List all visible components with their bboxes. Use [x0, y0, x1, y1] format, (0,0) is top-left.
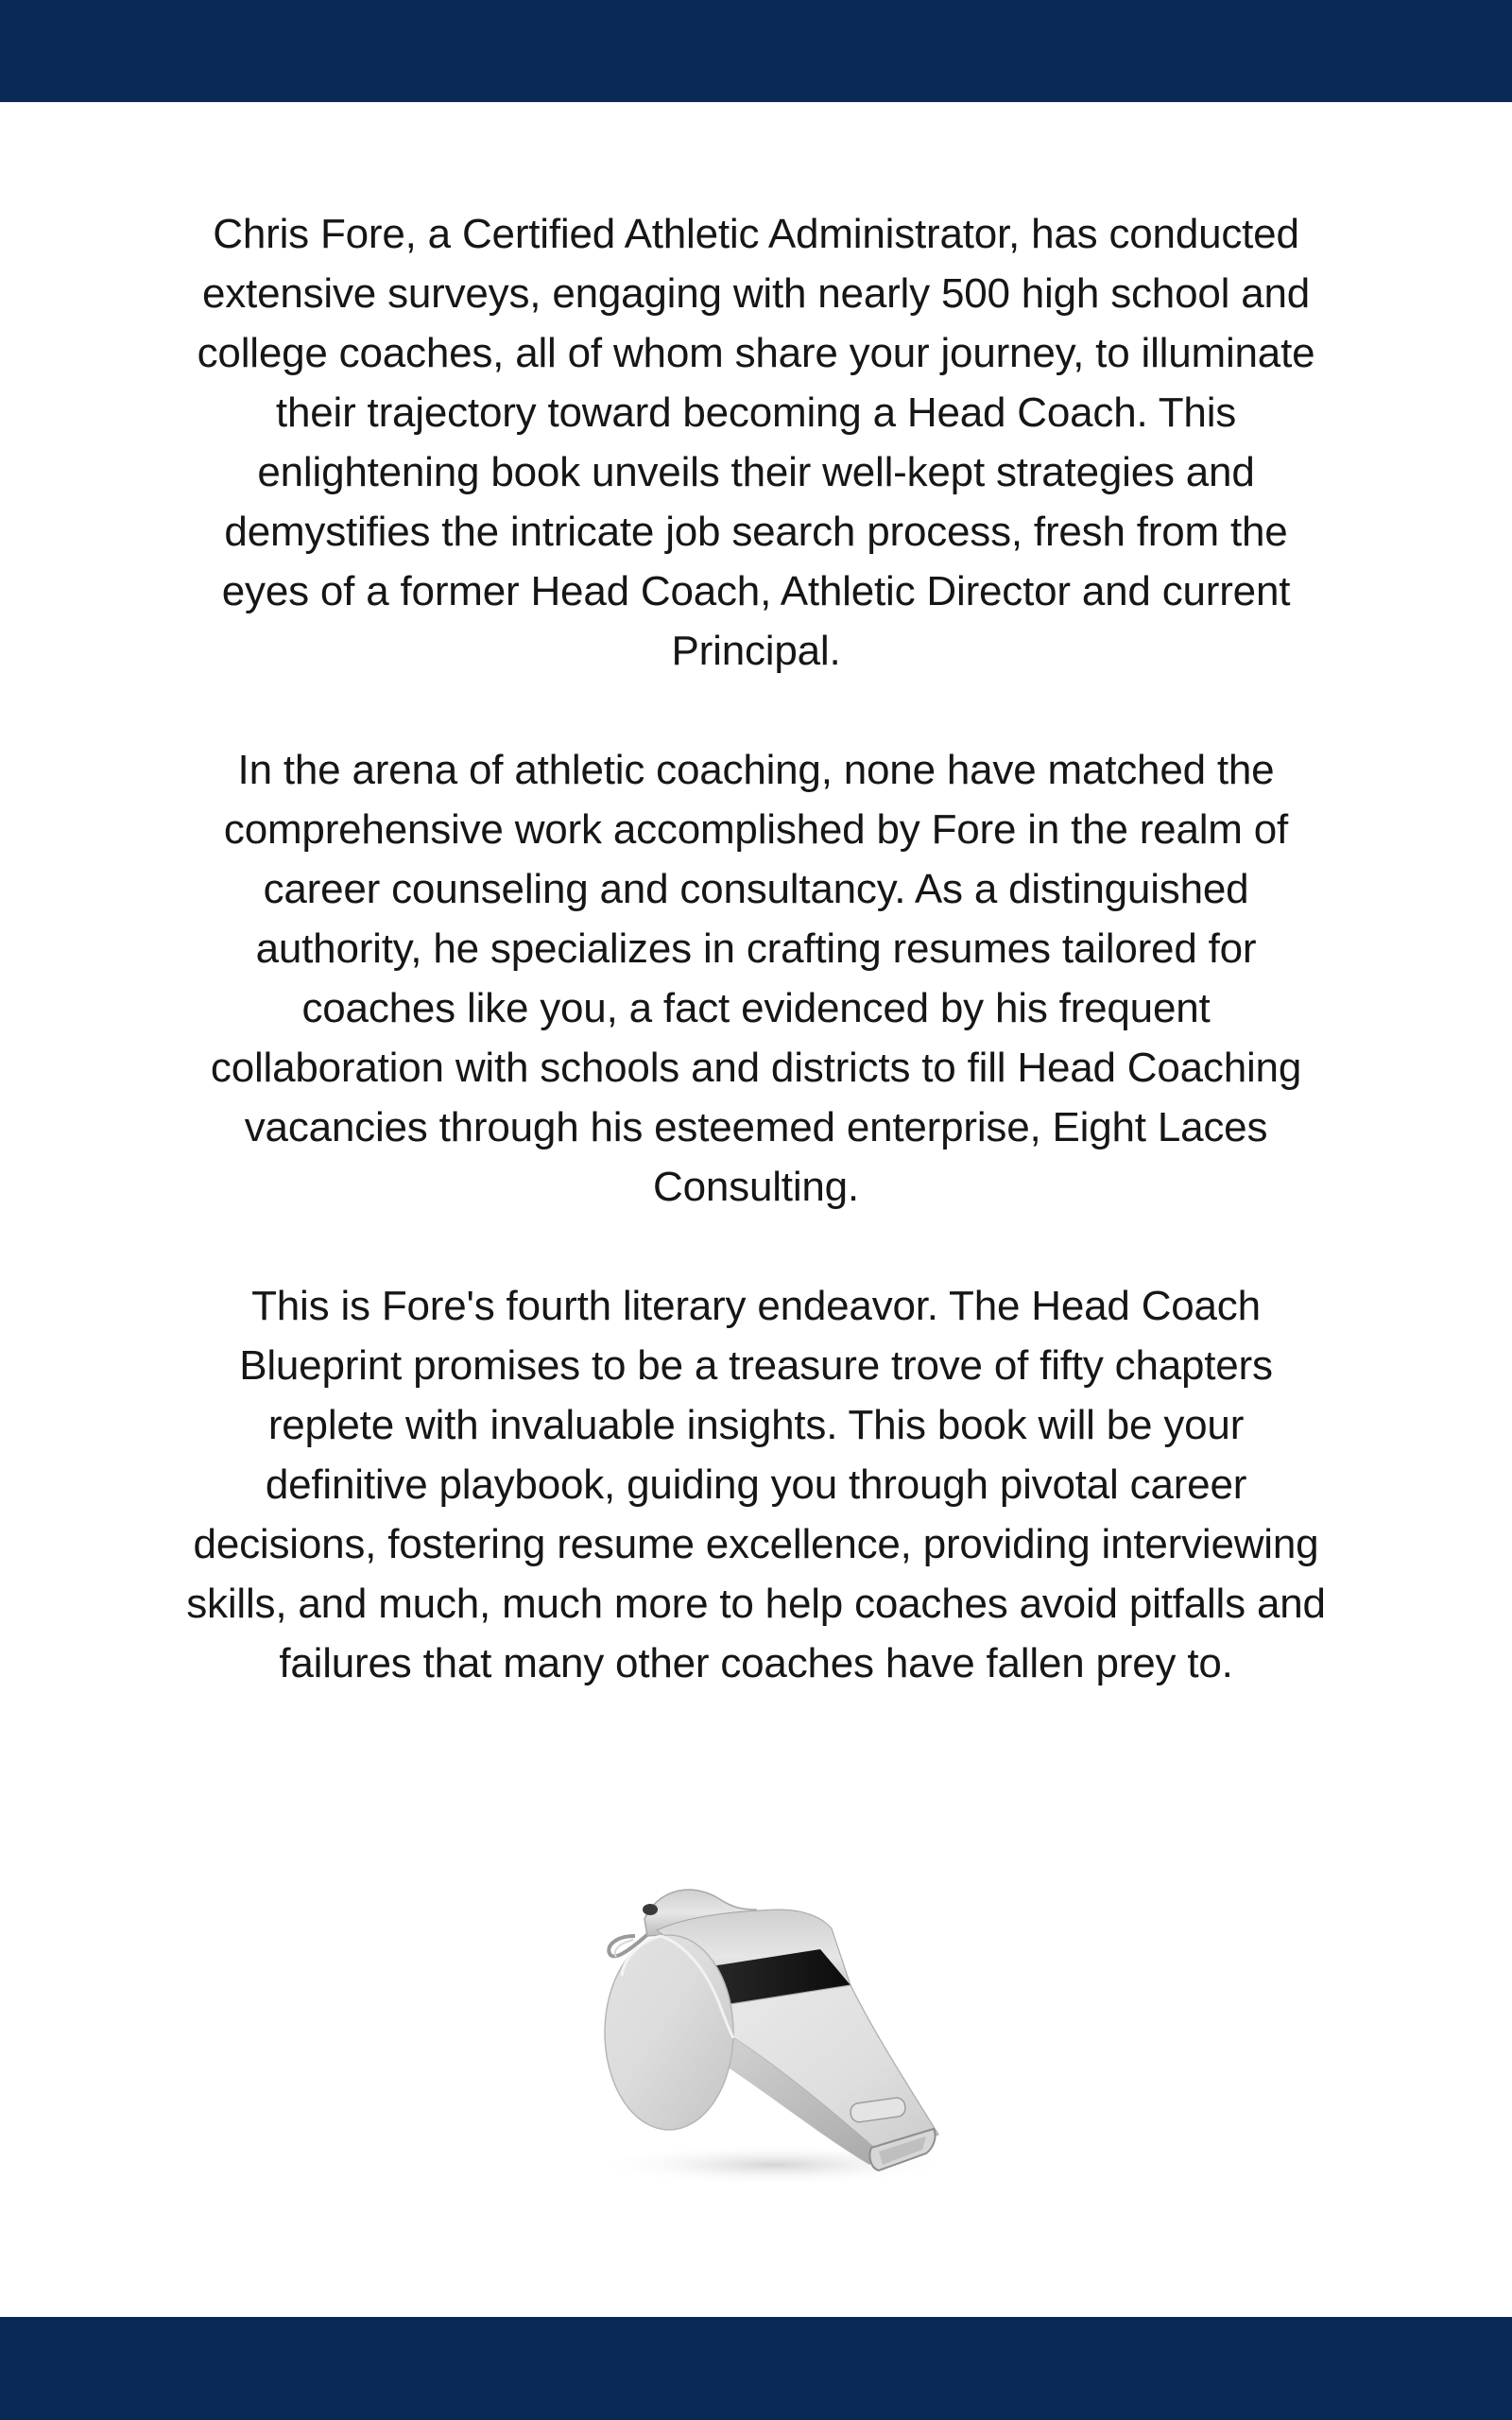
text-line: replete with invaluable insights. This book will be your	[267, 1402, 1245, 1448]
whistle-icon	[567, 1853, 964, 2212]
text-line: coaches like you, a fact evidenced by his frequent	[301, 985, 1211, 1031]
text-line: Principal.	[671, 628, 841, 674]
footer-band	[0, 2317, 1512, 2420]
header-band	[0, 0, 1512, 102]
text-line: decisions, fostering resume excellence, providing interviewing	[193, 1521, 1319, 1567]
text-line: Consulting.	[653, 1164, 859, 1210]
book-description	[104, 204, 1408, 1753]
text-line: their trajectory toward becoming a Head Coach. This	[275, 389, 1237, 436]
paragraph-1	[104, 204, 1408, 681]
paragraph-3	[104, 1276, 1408, 1693]
text-line: demystifies the intricate job search process, fresh from the	[224, 509, 1288, 555]
text-line: Chris Fore, a Certified Athletic Administrator, has conducted	[213, 211, 1299, 257]
text-line: career counseling and consultancy. As a distinguished	[263, 866, 1249, 912]
text-line: comprehensive work accomplished by Fore in the realm of	[223, 806, 1289, 853]
text-line: vacancies through his esteemed enterprise, Eight Laces	[244, 1104, 1268, 1150]
text-line: collaboration with schools and districts to fill Head Coaching	[210, 1045, 1302, 1091]
text-line: definitive playbook, guiding you through pivotal career	[265, 1461, 1247, 1508]
text-line: extensive surveys, engaging with nearly 500 high school and	[201, 270, 1311, 317]
text-line: In the arena of athletic coaching, none have matched the	[237, 747, 1275, 793]
text-line: college coaches, all of whom share your journey, to illuminate	[197, 330, 1315, 376]
paragraph-2	[104, 740, 1408, 1217]
text-line: authority, he specializes in crafting resumes tailored for	[255, 925, 1257, 972]
text-line: This is Fore's fourth literary endeavor. The Head Coach	[251, 1283, 1261, 1329]
text-line: eyes of a former Head Coach, Athletic Director and current	[221, 568, 1291, 614]
text-line: Blueprint promises to be a treasure trove of fifty chapters	[239, 1342, 1273, 1389]
text-line: failures that many other coaches have fallen prey to.	[279, 1640, 1233, 1686]
text-line: skills, and much, much more to help coaches avoid pitfalls and	[186, 1581, 1326, 1627]
text-line: enlightening book unveils their well-kept strategies and	[257, 449, 1255, 495]
